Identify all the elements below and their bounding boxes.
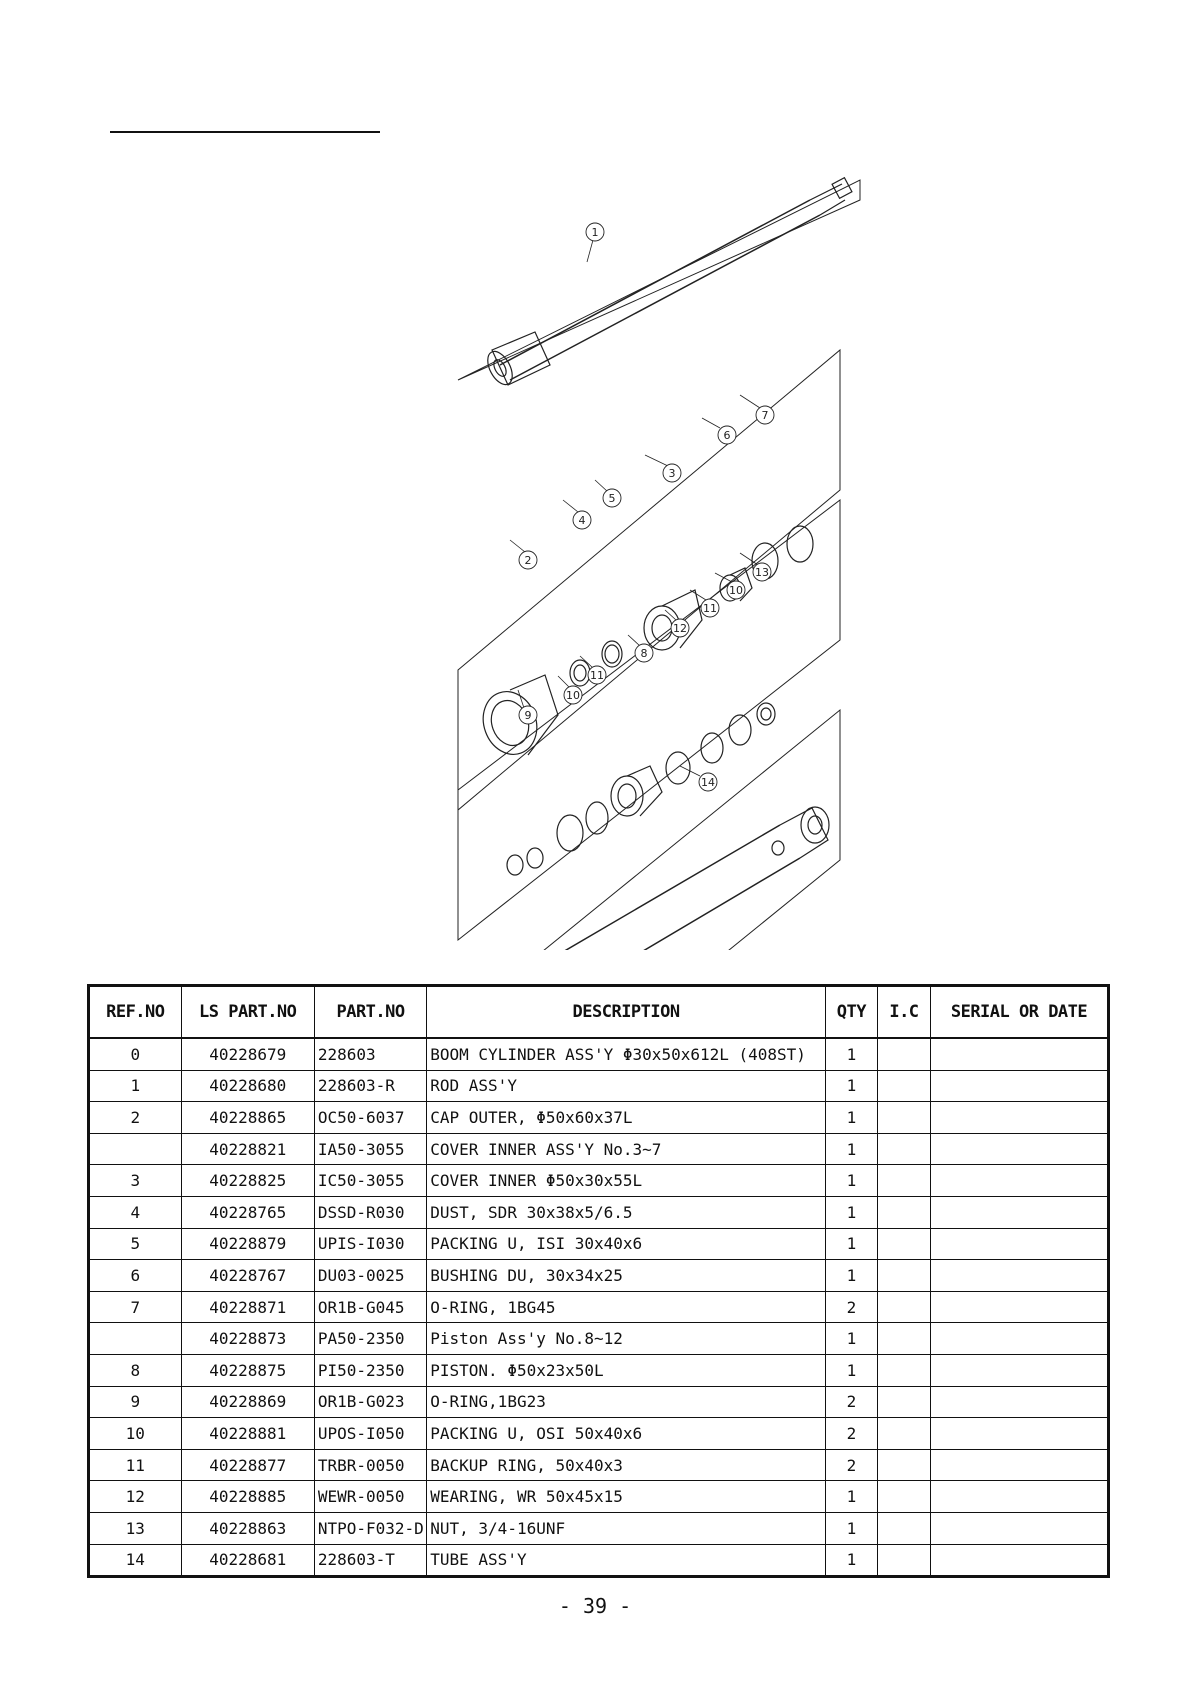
ref-cell: 14 bbox=[89, 1544, 182, 1577]
ic-cell bbox=[877, 1070, 930, 1102]
ic-cell bbox=[877, 1133, 930, 1165]
ref-cell: 13 bbox=[89, 1512, 182, 1544]
ls-part-cell: 40228767 bbox=[181, 1260, 314, 1292]
table-row bbox=[89, 1354, 1109, 1386]
serial-cell bbox=[930, 1260, 1108, 1292]
svg-text:13: 13 bbox=[755, 566, 769, 579]
svg-text:10: 10 bbox=[729, 584, 743, 597]
ic-cell bbox=[877, 1165, 930, 1197]
serial-cell bbox=[930, 1544, 1108, 1577]
ref-cell: 0 bbox=[89, 1038, 182, 1070]
col-qty: QTY bbox=[825, 986, 877, 1039]
ls-part-cell: 40228679 bbox=[181, 1038, 314, 1070]
ls-part-cell: 40228825 bbox=[181, 1165, 314, 1197]
ls-part-cell: 40228885 bbox=[181, 1481, 314, 1513]
part-cell: DSSD-R030 bbox=[314, 1196, 426, 1228]
ic-cell bbox=[877, 1386, 930, 1418]
desc-cell: BACKUP RING, 50x40x3 bbox=[427, 1449, 826, 1481]
table-header-row bbox=[89, 986, 1109, 1039]
serial-cell bbox=[930, 1418, 1108, 1450]
callout-10 bbox=[727, 581, 745, 599]
part-cell: OC50-6037 bbox=[314, 1102, 426, 1134]
callout-11 bbox=[701, 599, 719, 617]
ic-cell bbox=[877, 1418, 930, 1450]
exploded-parts-diagram bbox=[440, 170, 900, 950]
col-ic: I.C bbox=[877, 986, 930, 1039]
table-row bbox=[89, 1386, 1109, 1418]
part-cell: UPOS-I050 bbox=[314, 1418, 426, 1450]
table-row bbox=[89, 1133, 1109, 1165]
serial-cell bbox=[930, 1323, 1108, 1355]
desc-cell: DUST, SDR 30x38x5/6.5 bbox=[427, 1196, 826, 1228]
ic-cell bbox=[877, 1038, 930, 1070]
col-description: DESCRIPTION bbox=[427, 986, 826, 1039]
table-row bbox=[89, 1512, 1109, 1544]
table-row bbox=[89, 1481, 1109, 1513]
serial-cell bbox=[930, 1449, 1108, 1481]
part-cell: IC50-3055 bbox=[314, 1165, 426, 1197]
ref-cell: 3 bbox=[89, 1165, 182, 1197]
part-cell: 228603-T bbox=[314, 1544, 426, 1577]
ls-part-cell: 40228879 bbox=[181, 1228, 314, 1260]
svg-text:5: 5 bbox=[608, 492, 616, 505]
callout-14 bbox=[699, 773, 717, 791]
qty-cell: 1 bbox=[825, 1260, 877, 1292]
part-cell: 228603-R bbox=[314, 1070, 426, 1102]
cover-inner-drawing bbox=[458, 350, 840, 810]
qty-cell: 1 bbox=[825, 1228, 877, 1260]
svg-text:9: 9 bbox=[524, 709, 532, 722]
ic-cell bbox=[877, 1544, 930, 1577]
part-cell: NTPO-F032-D bbox=[314, 1512, 426, 1544]
ls-part-cell: 40228871 bbox=[181, 1291, 314, 1323]
svg-text:12: 12 bbox=[673, 622, 687, 635]
qty-cell: 2 bbox=[825, 1291, 877, 1323]
ls-part-cell: 40228873 bbox=[181, 1323, 314, 1355]
desc-cell: O-RING, 1BG45 bbox=[427, 1291, 826, 1323]
serial-cell bbox=[930, 1481, 1108, 1513]
svg-text:3: 3 bbox=[668, 467, 676, 480]
ls-part-cell: 40228863 bbox=[181, 1512, 314, 1544]
table-row bbox=[89, 1070, 1109, 1102]
qty-cell: 1 bbox=[825, 1165, 877, 1197]
table-row bbox=[89, 1418, 1109, 1450]
qty-cell: 1 bbox=[825, 1481, 877, 1513]
svg-text:7: 7 bbox=[761, 409, 769, 422]
serial-cell bbox=[930, 1354, 1108, 1386]
ls-part-cell: 40228681 bbox=[181, 1544, 314, 1577]
svg-text:11: 11 bbox=[590, 669, 604, 682]
desc-cell: PACKING U, ISI 30x40x6 bbox=[427, 1228, 826, 1260]
table-row bbox=[89, 1291, 1109, 1323]
qty-cell: 1 bbox=[825, 1102, 877, 1134]
ls-part-cell: 40228821 bbox=[181, 1133, 314, 1165]
svg-text:2: 2 bbox=[524, 554, 532, 567]
desc-cell: TUBE ASS'Y bbox=[427, 1544, 826, 1577]
ls-part-cell: 40228765 bbox=[181, 1196, 314, 1228]
callout-12 bbox=[671, 619, 689, 637]
serial-cell bbox=[930, 1133, 1108, 1165]
desc-cell: PISTON. Φ50x23x50L bbox=[427, 1354, 826, 1386]
rod-assembly-drawing bbox=[458, 178, 860, 389]
part-cell: OR1B-G045 bbox=[314, 1291, 426, 1323]
callout-10 bbox=[564, 686, 582, 704]
col-ref-no: REF.NO bbox=[89, 986, 182, 1039]
ic-cell bbox=[877, 1323, 930, 1355]
ref-cell: 6 bbox=[89, 1260, 182, 1292]
serial-cell bbox=[930, 1228, 1108, 1260]
table-row bbox=[89, 1038, 1109, 1070]
part-cell: 228603 bbox=[314, 1038, 426, 1070]
qty-cell: 1 bbox=[825, 1070, 877, 1102]
ref-cell: 7 bbox=[89, 1291, 182, 1323]
col-serial: SERIAL OR DATE bbox=[930, 986, 1108, 1039]
callout-4 bbox=[573, 511, 591, 529]
ls-part-cell: 40228865 bbox=[181, 1102, 314, 1134]
ref-cell bbox=[89, 1133, 182, 1165]
ref-cell: 12 bbox=[89, 1481, 182, 1513]
qty-cell: 1 bbox=[825, 1133, 877, 1165]
svg-text:8: 8 bbox=[640, 647, 648, 660]
callout-5 bbox=[603, 489, 621, 507]
part-cell: PA50-2350 bbox=[314, 1323, 426, 1355]
qty-cell: 1 bbox=[825, 1512, 877, 1544]
ref-cell: 4 bbox=[89, 1196, 182, 1228]
piston-assembly-drawing bbox=[458, 500, 840, 940]
table-row bbox=[89, 1228, 1109, 1260]
desc-cell: WEARING, WR 50x45x15 bbox=[427, 1481, 826, 1513]
part-cell: OR1B-G023 bbox=[314, 1386, 426, 1418]
page-number: - 39 - bbox=[558, 1594, 632, 1618]
desc-cell: NUT, 3/4-16UNF bbox=[427, 1512, 826, 1544]
callout-1 bbox=[586, 223, 604, 241]
svg-text:1: 1 bbox=[591, 226, 599, 239]
part-cell: DU03-0025 bbox=[314, 1260, 426, 1292]
ic-cell bbox=[877, 1102, 930, 1134]
callout-2 bbox=[519, 551, 537, 569]
qty-cell: 1 bbox=[825, 1544, 877, 1577]
ref-cell: 10 bbox=[89, 1418, 182, 1450]
table-row bbox=[89, 1102, 1109, 1134]
svg-text:11: 11 bbox=[703, 602, 717, 615]
title-underline bbox=[110, 131, 380, 133]
ls-part-cell: 40228881 bbox=[181, 1418, 314, 1450]
ic-cell bbox=[877, 1228, 930, 1260]
ic-cell bbox=[877, 1354, 930, 1386]
ref-cell: 8 bbox=[89, 1354, 182, 1386]
ic-cell bbox=[877, 1196, 930, 1228]
qty-cell: 2 bbox=[825, 1449, 877, 1481]
qty-cell: 1 bbox=[825, 1038, 877, 1070]
desc-cell: BOOM CYLINDER ASS'Y Φ30x50x612L (408ST) bbox=[427, 1038, 826, 1070]
serial-cell bbox=[930, 1512, 1108, 1544]
svg-text:4: 4 bbox=[578, 514, 586, 527]
ic-cell bbox=[877, 1481, 930, 1513]
ls-part-cell: 40228869 bbox=[181, 1386, 314, 1418]
serial-cell bbox=[930, 1196, 1108, 1228]
table-row bbox=[89, 1260, 1109, 1292]
callout-11 bbox=[588, 666, 606, 684]
desc-cell: PACKING U, OSI 50x40x6 bbox=[427, 1418, 826, 1450]
desc-cell: CAP OUTER, Φ50x60x37L bbox=[427, 1102, 826, 1134]
callout-6 bbox=[718, 426, 736, 444]
ref-cell: 1 bbox=[89, 1070, 182, 1102]
callout-3 bbox=[663, 464, 681, 482]
callout-9 bbox=[519, 706, 537, 724]
callout-13 bbox=[753, 563, 771, 581]
part-cell: IA50-3055 bbox=[314, 1133, 426, 1165]
svg-text:6: 6 bbox=[723, 429, 731, 442]
serial-cell bbox=[930, 1386, 1108, 1418]
svg-text:10: 10 bbox=[566, 689, 580, 702]
ref-cell: 9 bbox=[89, 1386, 182, 1418]
ref-cell: 2 bbox=[89, 1102, 182, 1134]
callout-8 bbox=[635, 644, 653, 662]
table-row bbox=[89, 1449, 1109, 1481]
table-row bbox=[89, 1323, 1109, 1355]
qty-cell: 2 bbox=[825, 1386, 877, 1418]
serial-cell bbox=[930, 1291, 1108, 1323]
table-row bbox=[89, 1544, 1109, 1577]
ref-cell bbox=[89, 1323, 182, 1355]
ic-cell bbox=[877, 1512, 930, 1544]
col-part-no: PART.NO bbox=[314, 986, 426, 1039]
part-cell: UPIS-I030 bbox=[314, 1228, 426, 1260]
desc-cell: COVER INNER ASS'Y No.3~7 bbox=[427, 1133, 826, 1165]
ls-part-cell: 40228877 bbox=[181, 1449, 314, 1481]
serial-cell bbox=[930, 1038, 1108, 1070]
ic-cell bbox=[877, 1449, 930, 1481]
parts-table bbox=[87, 984, 1110, 1578]
ref-cell: 5 bbox=[89, 1228, 182, 1260]
qty-cell: 2 bbox=[825, 1418, 877, 1450]
ls-part-cell: 40228875 bbox=[181, 1354, 314, 1386]
desc-cell: O-RING,1BG23 bbox=[427, 1386, 826, 1418]
desc-cell: BUSHING DU, 30x34x25 bbox=[427, 1260, 826, 1292]
qty-cell: 1 bbox=[825, 1323, 877, 1355]
desc-cell: Piston Ass'y No.8~12 bbox=[427, 1323, 826, 1355]
serial-cell bbox=[930, 1102, 1108, 1134]
ls-part-cell: 40228680 bbox=[181, 1070, 314, 1102]
ic-cell bbox=[877, 1291, 930, 1323]
callout-7 bbox=[756, 406, 774, 424]
table-row bbox=[89, 1165, 1109, 1197]
table-row bbox=[89, 1196, 1109, 1228]
part-cell: WEWR-0050 bbox=[314, 1481, 426, 1513]
qty-cell: 1 bbox=[825, 1196, 877, 1228]
part-cell: PI50-2350 bbox=[314, 1354, 426, 1386]
svg-text:14: 14 bbox=[701, 776, 715, 789]
serial-cell bbox=[930, 1165, 1108, 1197]
ref-cell: 11 bbox=[89, 1449, 182, 1481]
desc-cell: COVER INNER Φ50x30x55L bbox=[427, 1165, 826, 1197]
qty-cell: 1 bbox=[825, 1354, 877, 1386]
col-ls-part-no: LS PART.NO bbox=[181, 986, 314, 1039]
ic-cell bbox=[877, 1260, 930, 1292]
desc-cell: ROD ASS'Y bbox=[427, 1070, 826, 1102]
serial-cell bbox=[930, 1070, 1108, 1102]
part-cell: TRBR-0050 bbox=[314, 1449, 426, 1481]
